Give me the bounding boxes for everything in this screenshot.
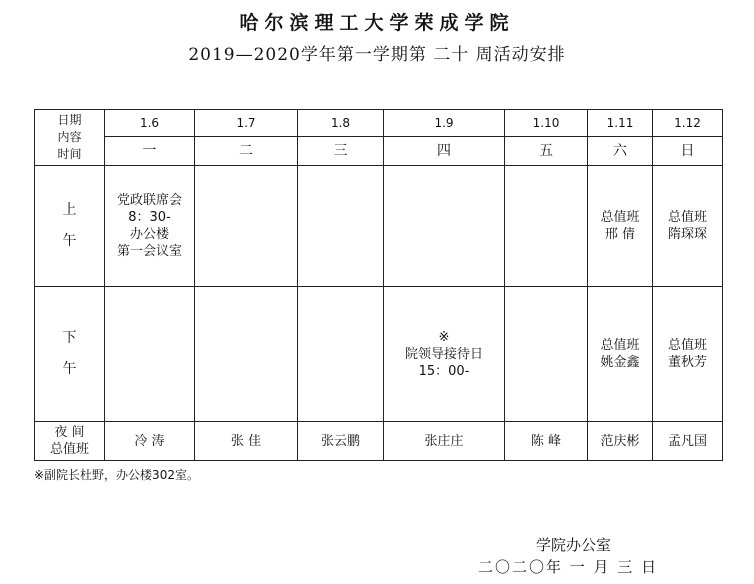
night-duty-cell: 张云鹏 [298,422,384,461]
morning-cell [105,166,195,287]
date-cell: 1.9 [384,110,505,137]
date-row [35,110,723,137]
corner-label-content: 内容 [57,130,82,144]
afternoon-cell [505,287,588,422]
date-cell: 1.8 [298,110,384,137]
afternoon-label-top: 下 [62,330,77,346]
event-line: 第一会议室 [116,244,182,259]
reference-mark: ※ [438,329,450,345]
night-duty-cell: 范庆彬 [588,422,653,461]
corner-label-time: 时间 [57,147,82,161]
event-line: 总值班 [667,338,707,353]
event-line: 隋琛琛 [667,227,707,242]
morning-label-bottom: 午 [62,233,77,249]
morning-row [35,166,723,287]
afternoon-label-cell [35,287,105,422]
night-label-cell [35,422,105,461]
corner-header-cell [35,110,105,166]
afternoon-cell [195,287,298,422]
weekday-row [35,137,723,166]
morning-label-top: 上 [62,202,77,218]
date-cell: 1.7 [195,110,298,137]
morning-cell [588,166,653,287]
night-duty-cell: 张 佳 [195,422,298,461]
weekday-cell: 六 [588,137,653,166]
weekday-cell: 四 [384,137,505,166]
event-line: 党政联席会 [116,193,182,208]
weekday-cell: 二 [195,137,298,166]
morning-cell [298,166,384,287]
date-cell: 1.10 [505,110,588,137]
morning-cell [505,166,588,287]
afternoon-cell [105,287,195,422]
event-line: 总值班 [600,338,640,353]
morning-label-cell [35,166,105,287]
issuing-office: 学院办公室 [536,536,612,554]
event-line: 邢 倩 [604,227,636,242]
afternoon-cell [588,287,653,422]
night-duty-row [35,422,723,461]
weekday-cell: 五 [505,137,588,166]
event-line: 院领导接待日 [404,346,483,362]
event-line: 8：30- [128,210,171,225]
night-duty-cell: 张庄庄 [384,422,505,461]
night-label-top: 夜 间 [54,425,85,440]
afternoon-label-bottom: 午 [62,361,77,377]
corner-label-date: 日期 [57,113,82,127]
morning-cell [653,166,723,287]
event-line: 办公楼 [129,227,169,242]
afternoon-row [35,287,723,422]
event-line: 董秋芳 [667,355,707,370]
schedule-table [34,109,723,461]
night-duty-cell: 孟凡国 [653,422,723,461]
night-duty-cell: 冷 涛 [105,422,195,461]
weekday-cell: 三 [298,137,384,166]
morning-cell [195,166,298,287]
event-line: 姚金鑫 [600,355,640,370]
night-duty-cell: 陈 峰 [505,422,588,461]
weekday-cell: 一 [105,137,195,166]
morning-cell [384,166,505,287]
document-subtitle: 2019—2020学年第一学期第 二十 周活动安排 [188,45,566,65]
afternoon-cell [384,287,505,422]
document-title: 哈尔滨理工大学荣成学院 [239,12,515,34]
event-line: 总值班 [600,210,640,225]
date-cell: 1.11 [588,110,653,137]
issue-date: 二〇二〇年 一 月 三 日 [478,558,659,576]
date-cell: 1.12 [653,110,723,137]
afternoon-cell [653,287,723,422]
weekday-cell: 日 [653,137,723,166]
event-line: 总值班 [667,210,707,225]
date-cell: 1.6 [105,110,195,137]
event-line: 15：00- [418,363,470,379]
footnote: ※副院长杜野，办公楼302室。 [34,468,199,482]
night-label-bottom: 总值班 [49,442,89,457]
afternoon-cell [298,287,384,422]
